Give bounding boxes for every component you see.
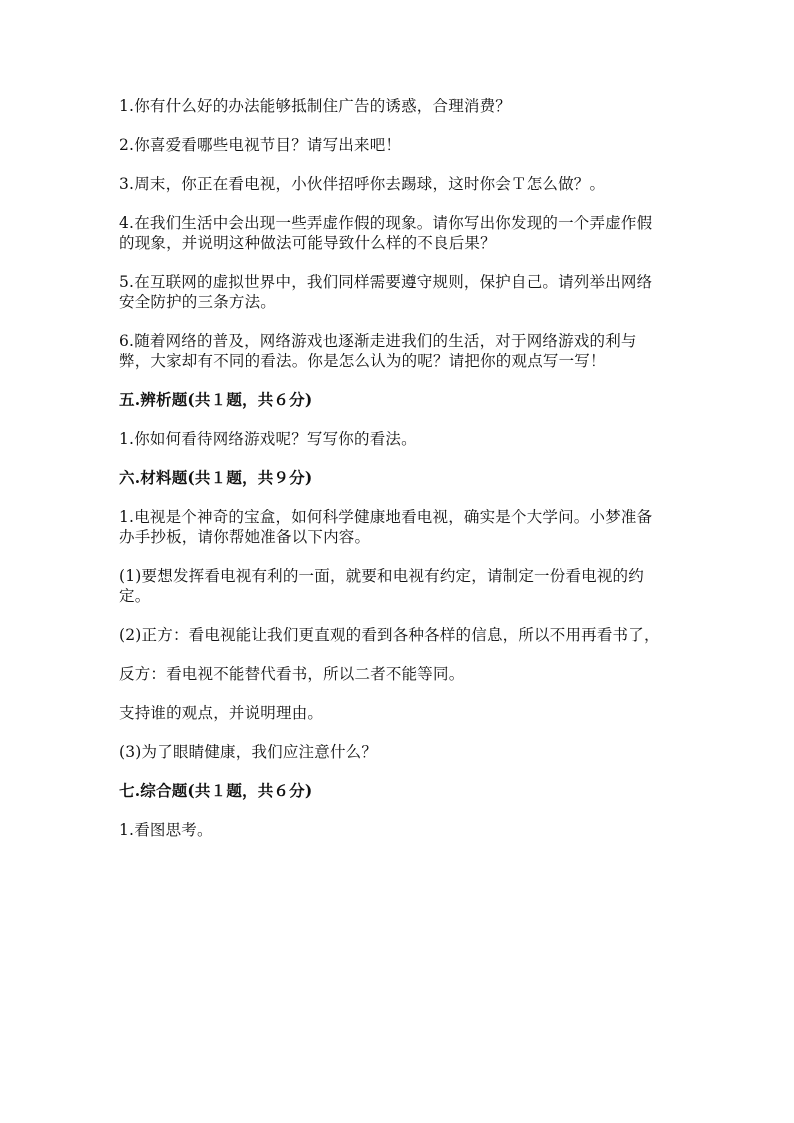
question-6-text-line-1: 6.随着网络的普及，网络游戏也逐渐走进我们的生活，对于网络游戏的利与 [119, 332, 637, 350]
section-6-subquestion-1-line-2: 定。 [119, 587, 151, 605]
section-6-subquestion-2-line-1: (2)正方：看电视能让我们更直观的看到各种各样的信息，所以不用再看书了， [119, 626, 660, 644]
section-5-question-1: 1.你如何看待网络游戏呢？写写你的看法。 [119, 430, 417, 448]
section-6-subquestion-2-prompt: 支持谁的观点，并说明理由。 [119, 704, 324, 722]
section-6-heading: 六.材料题(共１题，共９分) [119, 468, 313, 487]
section-7-question-1: 1.看图思考。 [119, 821, 213, 839]
section-5-heading: 五.辨析题(共１题，共６分) [119, 390, 313, 409]
question-1-text: 1.你有什么好的办法能够抵制住广告的诱惑，合理消费？ [119, 97, 511, 115]
question-2-text: 2.你喜爱看哪些电视节目？请写出来吧！ [119, 136, 402, 154]
section-6-opponent-view: 反方：看电视不能替代看书，所以二者不能等同。 [119, 665, 465, 683]
section-6-subquestion-1-line-1: (1)要想发挥看电视有利的一面，就要和电视有约定，请制定一份看电视的约 [119, 567, 644, 585]
section-6-subquestion-3: (3)为了眼睛健康，我们应注意什么？ [119, 743, 378, 761]
section-6-question-1-line-1: 1.电视是个神奇的宝盒，如何科学健康地看电视，确实是个大学问。小梦准备 [119, 508, 653, 526]
question-5-text-line-2: 安全防护的三条方法。 [119, 293, 277, 311]
question-3-text: 3.周末，你正在看电视，小伙伴招呼你去踢球，这时你会Ｔ怎么做？。 [119, 175, 606, 193]
question-4-text-line-1: 4.在我们生活中会出现一些弄虚作假的现象。请你写出你发现的一个弄虚作假 [119, 214, 653, 232]
question-6-text-line-2: 弊，大家却有不同的看法。你是怎么认为的呢？请把你的观点写一写！ [119, 352, 606, 370]
document-page [119, 96, 679, 840]
question-4-text-line-2: 的现象，并说明这种做法可能导致什么样的不良后果？ [119, 234, 496, 252]
question-5-text-line-1: 5.在互联网的虚拟世界中，我们同样需要遵守规则，保护自己。请列举出网络 [119, 273, 653, 291]
section-7-heading: 七.综合题(共１题，共６分) [119, 781, 313, 800]
section-6-question-1-line-2: 办手抄板，请你帮她准备以下内容。 [119, 528, 371, 546]
